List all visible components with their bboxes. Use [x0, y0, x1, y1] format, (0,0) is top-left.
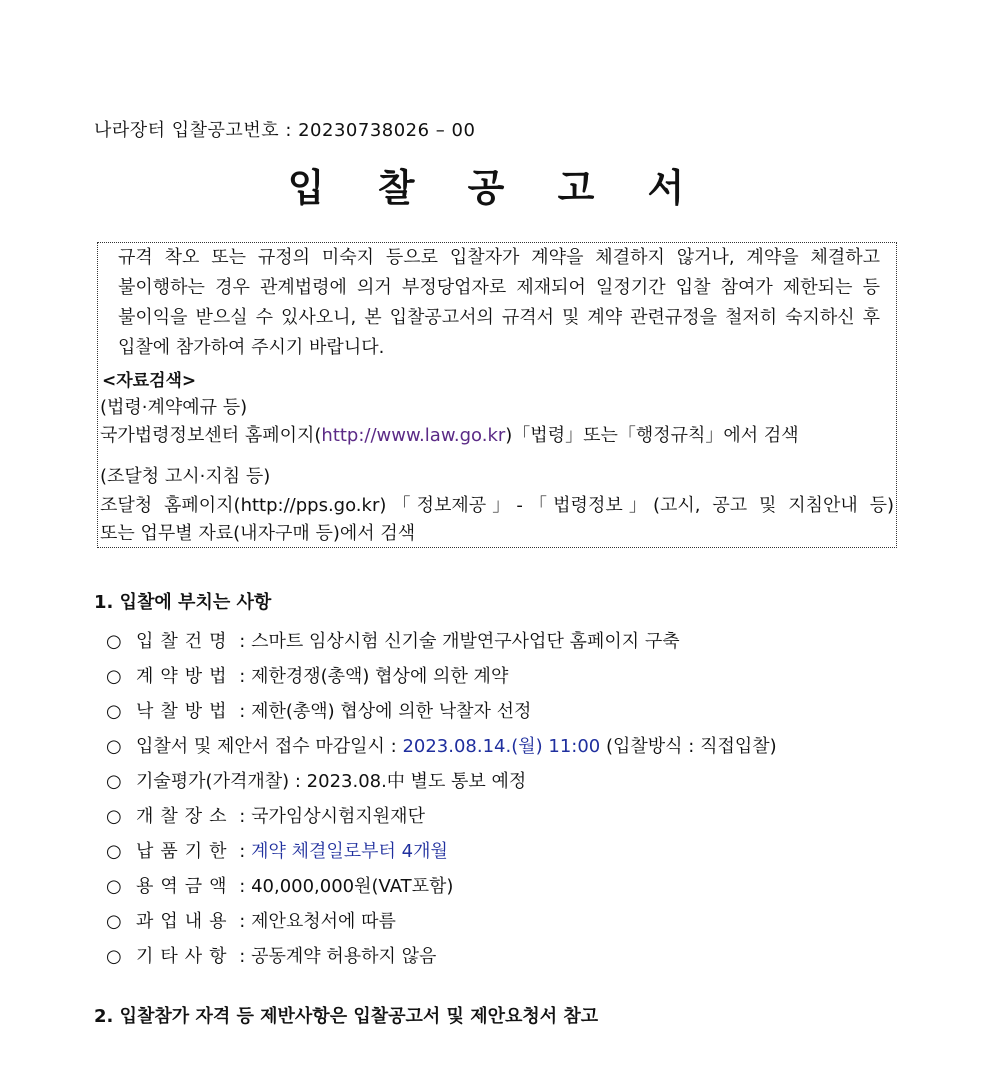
law-group-label: (법령·계약예규 등): [100, 397, 248, 418]
list-item: [106, 733, 777, 761]
item-separator: :: [233, 701, 252, 722]
item-label: 과업내용: [136, 911, 234, 932]
deadline-value: 2023.08.14.(월) 11:00: [402, 736, 601, 757]
list-item: [106, 663, 508, 691]
bid-number: 나라장터 입찰공고번호 : 20230738026 – 00: [94, 120, 476, 141]
pps-reference-line: 조달청 홈페이지(http://pps.go.kr)「정보제공」-「법령정보」(고시, 공고 및 지침안내 등): [100, 495, 894, 516]
circle-bullet: ○: [106, 701, 122, 722]
item-separator: :: [233, 841, 252, 862]
law-reference-line: [100, 423, 799, 449]
item-label: 입찰서 및 제안서 접수 마감일시: [136, 736, 385, 757]
circle-bullet: ○: [106, 876, 122, 897]
item-separator: :: [233, 666, 252, 687]
item-label: 기술평가(가격개찰): [136, 771, 290, 792]
section1-title: 1. 입찰에 부치는 사항: [94, 592, 272, 613]
list-item: [106, 873, 453, 901]
item-separator: :: [233, 911, 252, 932]
law-url-link[interactable]: http://www.law.go.kr: [321, 425, 506, 446]
item-separator: :: [233, 631, 252, 652]
list-item: [106, 698, 531, 726]
item-value: 스마트 임상시험 신기술 개발연구사업단 홈페이지 구축: [251, 631, 680, 652]
list-item: [106, 768, 526, 796]
item-label: 계약방법: [136, 666, 234, 687]
list-item: [106, 908, 396, 936]
notice-box: [97, 242, 897, 548]
section2-title: 2. 입찰참가 자격 등 제반사항은 입찰공고서 및 제안요청서 참고: [94, 1006, 599, 1027]
circle-bullet: ○: [106, 736, 122, 757]
item-separator: :: [289, 771, 307, 792]
item-value: 40,000,000원(VAT포함): [251, 876, 454, 897]
pps-group-label: (조달청 고시·지침 등): [100, 466, 271, 487]
pps-reference-line-2: 또는 업무별 자료(내자구매 등)에서 검색: [100, 523, 416, 544]
item-separator: :: [233, 946, 252, 967]
item-separator: :: [233, 806, 252, 827]
document-title: 입 찰 공 고 서: [287, 166, 705, 210]
circle-bullet: ○: [106, 841, 122, 862]
circle-bullet: ○: [106, 946, 122, 967]
item-value: 공동계약 허용하지 않음: [251, 946, 437, 967]
law-line-suffix: )「법령」또는「행정규칙」에서 검색: [505, 425, 799, 446]
list-item: [106, 628, 680, 656]
list-item: [106, 943, 436, 971]
circle-bullet: ○: [106, 631, 122, 652]
item-label: 개찰장소: [136, 806, 234, 827]
delivery-term-value: 계약 체결일로부터 4개월: [251, 841, 448, 862]
item-value: 국가임상시험지원재단: [251, 806, 425, 827]
item-separator: :: [233, 876, 252, 897]
item-separator: :: [384, 736, 403, 757]
circle-bullet: ○: [106, 911, 122, 932]
list-item: [106, 838, 448, 866]
reference-heading: <자료검색>: [102, 371, 197, 391]
item-label: 입찰건명: [136, 631, 234, 652]
list-item: [106, 803, 425, 831]
item-value: 2023.08.中 별도 통보 예정: [306, 771, 527, 792]
circle-bullet: ○: [106, 666, 122, 687]
warning-text: 규격 착오 또는 규정의 미숙지 등으로 입찰자가 계약을 체결하지 않거나, 계약을 체결하고 불이행하는 경우 관계법령에 의거 부정당업자로 제재되어 일정기간 입찰 참여가 제한되는 등 불이익을 받으실 수 있사오니, 본 입찰공고서의 규격서 및 계약 관련규정을 철저히 숙지하신 후 입찰에 참가하여 주시기 바랍니다.: [118, 247, 880, 358]
item-label: 기타사항: [136, 946, 234, 967]
item-value: 제안요청서에 따름: [251, 911, 396, 932]
circle-bullet: ○: [106, 806, 122, 827]
item-label: 낙찰방법: [136, 701, 234, 722]
item-value: 제한경쟁(총액) 협상에 의한 계약: [251, 666, 509, 687]
law-line-prefix: 국가법령정보센터 홈페이지(: [100, 425, 322, 446]
circle-bullet: ○: [106, 771, 122, 792]
item-label: 납품기한: [136, 841, 234, 862]
bid-method-note: (입찰방식 : 직접입찰): [600, 736, 777, 757]
item-value: 제한(총액) 협상에 의한 낙찰자 선정: [251, 701, 532, 722]
item-label: 용역금액: [136, 876, 234, 897]
